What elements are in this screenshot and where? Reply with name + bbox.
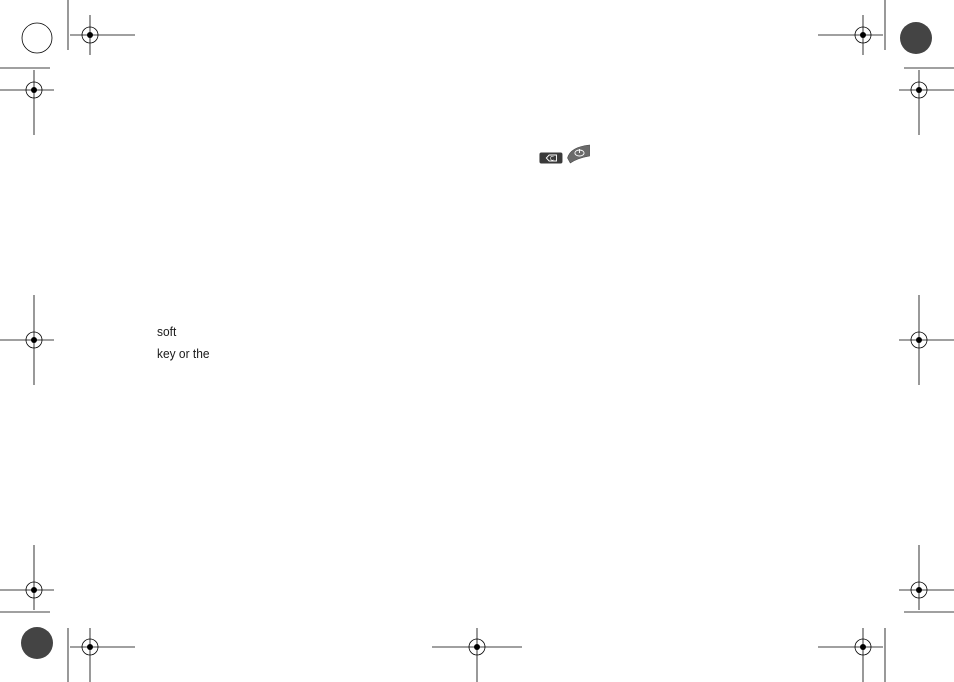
crosshair-mark-icon [818, 628, 883, 682]
crosshair-mark-icon [70, 15, 135, 55]
att-globe-key-icon [213, 345, 229, 361]
crosshair-mark-icon [0, 70, 54, 135]
svg-text:C: C [549, 156, 554, 163]
step-text [157, 416, 452, 438]
crosshair-mark-icon [70, 628, 135, 682]
crosshair-mark-icon [818, 15, 883, 55]
step-text [539, 97, 821, 119]
step-text [539, 144, 821, 168]
clear-key-icon [539, 152, 563, 164]
crosshair-mark-icon [899, 70, 954, 135]
crosshair-mark-icon [899, 545, 954, 610]
step-text: soft key or the [157, 321, 452, 365]
crosshair-mark-icon [899, 295, 954, 385]
end-power-key-icon [566, 144, 590, 164]
att-globe-key-icon [157, 298, 173, 314]
crosshair-mark-icon [0, 295, 54, 385]
att-globe-key-icon [157, 418, 173, 434]
step-text [157, 274, 452, 318]
att-globe-key-icon [157, 251, 173, 267]
att-globe-key-icon [539, 99, 555, 115]
step-text [157, 227, 452, 271]
crosshair-mark-icon [432, 628, 522, 682]
starburst-mark-icon [22, 23, 52, 53]
crosshair-mark-icon [0, 545, 54, 610]
